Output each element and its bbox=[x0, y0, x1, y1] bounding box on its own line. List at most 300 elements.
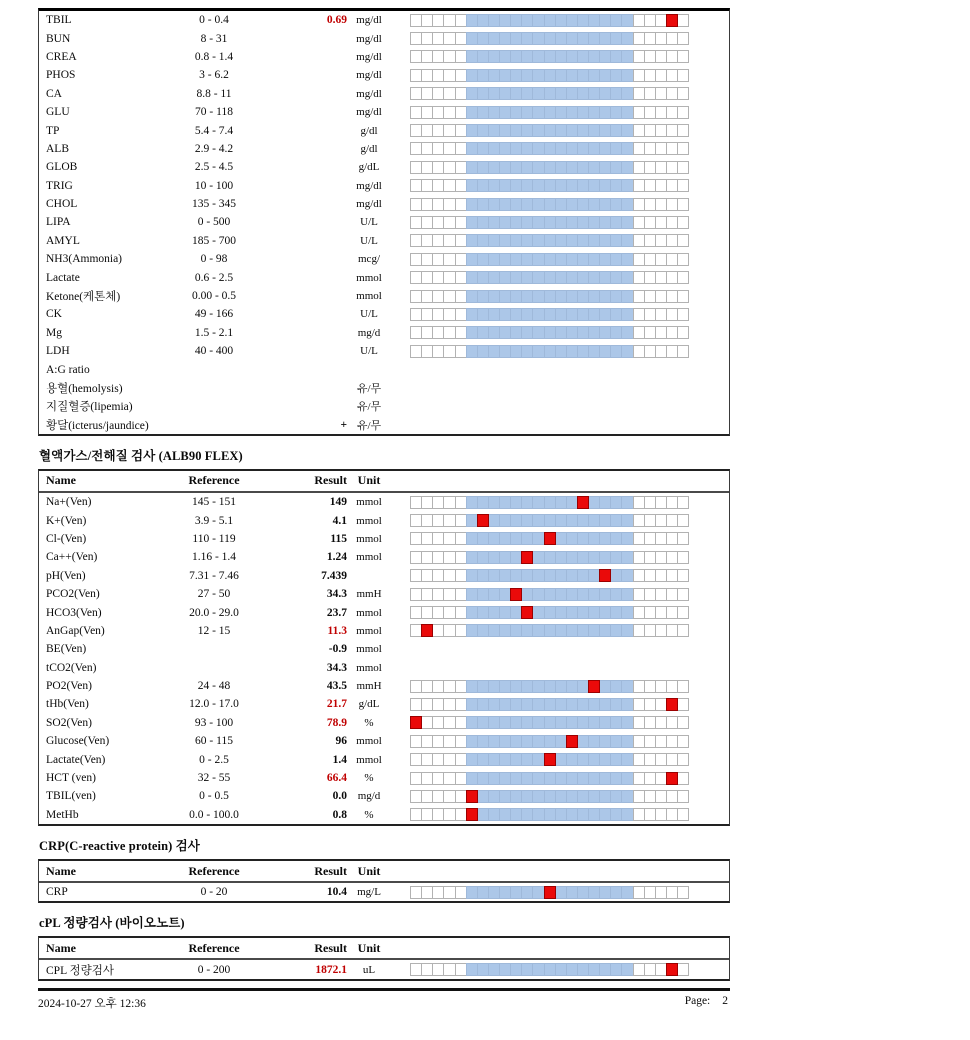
result-bar bbox=[410, 698, 689, 711]
test-name: BUN bbox=[46, 32, 71, 45]
unit-label: g/dL bbox=[358, 161, 380, 174]
header-reference: Reference bbox=[188, 940, 240, 955]
result-bar bbox=[410, 50, 689, 63]
reference-range: 0.0 - 100.0 bbox=[189, 808, 239, 821]
header-unit: Unit bbox=[357, 863, 381, 878]
test-name: LIPA bbox=[46, 216, 71, 229]
result-bar bbox=[410, 345, 689, 358]
reference-range: 2.9 - 4.2 bbox=[194, 142, 234, 155]
reference-range: 12 - 15 bbox=[197, 624, 231, 637]
bar-cell bbox=[677, 790, 689, 803]
test-name: tHb(Ven) bbox=[46, 698, 89, 711]
result-marker bbox=[510, 588, 522, 601]
bar-cell bbox=[677, 32, 689, 45]
result-bar bbox=[410, 496, 689, 509]
unit-label: U/L bbox=[360, 234, 378, 247]
test-name: CK bbox=[46, 308, 62, 321]
unit-label: mg/L bbox=[357, 886, 381, 899]
test-name: PHOS bbox=[46, 69, 76, 82]
reference-range: 70 - 118 bbox=[195, 106, 233, 119]
test-name: CREA bbox=[46, 50, 77, 63]
reference-range: 8 - 31 bbox=[200, 32, 228, 45]
bar-cell bbox=[677, 496, 689, 509]
test-name: CHOL bbox=[46, 198, 78, 211]
unit-label: g/dL bbox=[358, 698, 380, 711]
lab-report-page bbox=[38, 0, 730, 1011]
header-unit: Unit bbox=[357, 473, 381, 488]
bar-cell bbox=[677, 345, 689, 358]
test-name: K+(Ven) bbox=[46, 514, 87, 527]
unit-label: mmol bbox=[356, 496, 382, 509]
result-bar bbox=[410, 308, 689, 321]
unit-label: g/dl bbox=[360, 124, 378, 137]
unit-label: % bbox=[364, 716, 374, 729]
result-marker bbox=[666, 698, 678, 711]
unit-label: mmol bbox=[356, 643, 382, 656]
lab-row bbox=[39, 103, 729, 121]
unit-label: mmol bbox=[356, 514, 382, 527]
test-name: AMYL bbox=[46, 234, 80, 247]
result-bar bbox=[410, 963, 689, 976]
unit-label: mg/d bbox=[357, 790, 381, 803]
lab-row bbox=[39, 305, 729, 323]
reference-range: 135 - 345 bbox=[191, 198, 237, 211]
test-name: Glucose(Ven) bbox=[46, 735, 110, 748]
test-name: HCO3(Ven) bbox=[46, 606, 102, 619]
result-value: 1.24 bbox=[326, 551, 347, 564]
result-value: 34.3 bbox=[326, 588, 347, 601]
test-name: TRIG bbox=[46, 179, 73, 192]
header-reference: Reference bbox=[188, 473, 240, 488]
footer-datetime: 2024-10-27 오후 12:36 bbox=[38, 997, 146, 1010]
test-name: PO2(Ven) bbox=[46, 680, 92, 693]
unit-label: 유/무 bbox=[356, 419, 382, 432]
bar-cell bbox=[677, 308, 689, 321]
unit-label: mmol bbox=[356, 532, 382, 545]
result-marker bbox=[599, 569, 611, 582]
unit-label: mmol bbox=[356, 661, 382, 674]
lab-row bbox=[39, 66, 729, 84]
reference-range: 110 - 119 bbox=[192, 532, 236, 545]
reference-range: 0 - 0.4 bbox=[199, 14, 229, 27]
result-marker bbox=[588, 680, 600, 693]
test-name: CA bbox=[46, 87, 62, 100]
result-bar bbox=[410, 551, 689, 564]
lab-row bbox=[39, 342, 729, 360]
result-marker bbox=[566, 735, 578, 748]
result-value: 21.7 bbox=[326, 698, 347, 711]
footer-page-number: 2 bbox=[722, 994, 728, 1007]
result-bar bbox=[410, 716, 689, 729]
unit-label: mg/dl bbox=[356, 106, 382, 119]
section-title-blood-gas-electrolyte: 혈액가스/전해질 검사 (ALB90 FLEX) bbox=[39, 448, 243, 463]
lab-row bbox=[39, 787, 729, 805]
lab-row bbox=[39, 213, 729, 231]
test-name: 용혈(hemolysis) bbox=[46, 383, 123, 395]
unit-label: mmH bbox=[356, 588, 382, 601]
result-bar bbox=[410, 216, 689, 229]
test-name: MetHb bbox=[46, 808, 79, 821]
report-body bbox=[38, 8, 730, 981]
result-value: 115 bbox=[330, 532, 347, 545]
bar-cell bbox=[677, 179, 689, 192]
result-marker bbox=[521, 551, 533, 564]
lab-row bbox=[39, 85, 729, 103]
bar-cell bbox=[677, 216, 689, 229]
result-bar bbox=[410, 234, 689, 247]
result-marker bbox=[544, 753, 556, 766]
lab-row bbox=[39, 769, 729, 787]
unit-label: mg/dl bbox=[356, 50, 382, 63]
result-bar bbox=[410, 886, 689, 899]
reference-range: 185 - 700 bbox=[191, 234, 237, 247]
header-unit: Unit bbox=[357, 940, 381, 955]
reference-range: 60 - 115 bbox=[195, 735, 233, 748]
test-name: SO2(Ven) bbox=[46, 716, 92, 729]
unit-label: mmol bbox=[356, 290, 382, 303]
lab-row bbox=[39, 585, 729, 603]
lab-row bbox=[39, 48, 729, 66]
reference-range: 3.9 - 5.1 bbox=[194, 514, 234, 527]
bar-cell bbox=[677, 106, 689, 119]
lab-row bbox=[39, 195, 729, 213]
result-bar bbox=[410, 808, 689, 821]
reference-range: 24 - 48 bbox=[197, 680, 231, 693]
section-title-crp: CRP(C-reactive protein) 검사 bbox=[39, 839, 200, 854]
bar-cell bbox=[677, 716, 689, 729]
unit-label: mg/d bbox=[357, 326, 381, 339]
result-value: 11.3 bbox=[327, 624, 347, 637]
header-name: Name bbox=[46, 940, 76, 955]
result-value: 43.5 bbox=[326, 680, 347, 693]
reference-range: 1.5 - 2.1 bbox=[194, 326, 234, 339]
bar-cell bbox=[677, 124, 689, 137]
header-result: Result bbox=[314, 473, 347, 488]
result-marker bbox=[666, 14, 678, 27]
reference-range: 49 - 166 bbox=[194, 308, 234, 321]
unit-label: 유/무 bbox=[356, 383, 382, 395]
result-bar bbox=[410, 514, 689, 527]
bar-cell bbox=[677, 606, 689, 619]
result-bar bbox=[410, 624, 689, 637]
result-marker bbox=[466, 808, 478, 821]
bar-cell bbox=[677, 698, 689, 711]
result-marker bbox=[421, 624, 433, 637]
lab-row bbox=[39, 250, 729, 268]
unit-label: mg/dl bbox=[356, 87, 382, 100]
results-table-blood-gas-electrolyte bbox=[38, 469, 730, 826]
reference-range: 93 - 100 bbox=[194, 716, 234, 729]
lab-row bbox=[39, 659, 729, 677]
result-marker bbox=[577, 496, 589, 509]
lab-row bbox=[39, 732, 729, 750]
test-name: Ca++(Ven) bbox=[46, 551, 98, 564]
lab-row bbox=[39, 379, 729, 397]
lab-row bbox=[39, 622, 729, 640]
reference-range: 27 - 50 bbox=[197, 588, 231, 601]
result-value: 7.439 bbox=[321, 569, 347, 582]
result-value: 34.3 bbox=[326, 661, 347, 674]
unit-label: mmol bbox=[356, 735, 382, 748]
bar-cell bbox=[677, 198, 689, 211]
result-value: 0.69 bbox=[326, 14, 347, 27]
lab-row bbox=[39, 177, 729, 195]
result-bar bbox=[410, 198, 689, 211]
test-name: Lactate bbox=[46, 271, 80, 284]
result-value: 96 bbox=[335, 735, 347, 748]
result-value: 10.4 bbox=[326, 886, 347, 899]
reference-range: 10 - 100 bbox=[194, 179, 234, 192]
bar-cell bbox=[677, 514, 689, 527]
footer-page-label: Page: bbox=[684, 994, 711, 1007]
bar-cell bbox=[677, 161, 689, 174]
test-name: NH3(Ammonia) bbox=[46, 253, 123, 266]
lab-row bbox=[39, 750, 729, 768]
result-value: 0.0 bbox=[332, 790, 347, 803]
unit-label: % bbox=[364, 808, 374, 821]
test-name: CPL 정량검사 bbox=[46, 964, 114, 977]
bar-cell bbox=[677, 588, 689, 601]
reference-range: 0.8 - 1.4 bbox=[194, 50, 234, 63]
reference-range: 0 - 200 bbox=[197, 963, 231, 976]
unit-label: mmol bbox=[356, 753, 382, 766]
lab-row bbox=[39, 360, 729, 378]
test-name: Cl-(Ven) bbox=[46, 532, 87, 545]
result-bar bbox=[410, 142, 689, 155]
lab-row bbox=[39, 287, 729, 305]
bar-cell bbox=[677, 290, 689, 303]
header-result: Result bbox=[314, 863, 347, 878]
result-marker bbox=[666, 772, 678, 785]
lab-row bbox=[39, 548, 729, 566]
unit-label: mg/dl bbox=[356, 198, 382, 211]
unit-label: mg/dl bbox=[356, 14, 382, 27]
test-name: 황달(icterus/jaundice) bbox=[46, 419, 149, 432]
reference-range: 0.00 - 0.5 bbox=[191, 290, 237, 303]
bar-cell bbox=[677, 532, 689, 545]
lab-row bbox=[39, 140, 729, 158]
reference-range: 12.0 - 17.0 bbox=[189, 698, 239, 711]
bar-cell bbox=[677, 680, 689, 693]
lab-row bbox=[39, 493, 729, 511]
bar-cell bbox=[677, 551, 689, 564]
result-bar bbox=[410, 326, 689, 339]
result-bar bbox=[410, 271, 689, 284]
bar-cell bbox=[677, 253, 689, 266]
lab-row bbox=[39, 603, 729, 621]
reference-range: 0 - 98 bbox=[200, 253, 228, 266]
bar-cell bbox=[677, 886, 689, 899]
result-bar bbox=[410, 161, 689, 174]
unit-label: mmol bbox=[356, 551, 382, 564]
result-bar bbox=[410, 606, 689, 619]
reference-range: 20.0 - 29.0 bbox=[189, 606, 239, 619]
result-bar bbox=[410, 532, 689, 545]
lab-row bbox=[39, 883, 729, 901]
report-footer bbox=[38, 991, 730, 1011]
unit-label: U/L bbox=[360, 345, 378, 358]
result-bar bbox=[410, 680, 689, 693]
lab-row bbox=[39, 677, 729, 695]
header-name: Name bbox=[46, 473, 76, 488]
test-name: PCO2(Ven) bbox=[46, 588, 100, 601]
unit-label: U/L bbox=[360, 216, 378, 229]
unit-label: mg/dl bbox=[356, 69, 382, 82]
results-table-crp bbox=[38, 859, 730, 903]
reference-range: 40 - 400 bbox=[194, 345, 234, 358]
header-name: Name bbox=[46, 863, 76, 878]
unit-label: mmol bbox=[356, 624, 382, 637]
result-bar bbox=[410, 32, 689, 45]
test-name: Lactate(Ven) bbox=[46, 753, 106, 766]
lab-row bbox=[39, 416, 729, 434]
bar-cell bbox=[677, 735, 689, 748]
unit-label: mmol bbox=[356, 606, 382, 619]
result-value: 66.4 bbox=[326, 772, 347, 785]
bar-cell bbox=[677, 14, 689, 27]
reference-range: 0 - 0.5 bbox=[199, 790, 229, 803]
results-table-cpl bbox=[38, 936, 730, 980]
bar-cell bbox=[677, 87, 689, 100]
lab-row bbox=[39, 158, 729, 176]
reference-range: 0 - 2.5 bbox=[199, 753, 229, 766]
result-marker bbox=[521, 606, 533, 619]
result-marker bbox=[666, 963, 678, 976]
test-name: Na+(Ven) bbox=[46, 496, 92, 509]
test-name: A:G ratio bbox=[46, 363, 90, 376]
lab-row bbox=[39, 511, 729, 529]
bar-cell bbox=[677, 753, 689, 766]
lab-row bbox=[39, 567, 729, 585]
bar-cell bbox=[677, 624, 689, 637]
bar-cell bbox=[677, 271, 689, 284]
bar-cell bbox=[677, 569, 689, 582]
table-header-row bbox=[39, 861, 729, 883]
test-name: GLU bbox=[46, 106, 70, 119]
lab-row bbox=[39, 695, 729, 713]
result-bar bbox=[410, 772, 689, 785]
test-name: ALB bbox=[46, 142, 69, 155]
result-bar bbox=[410, 735, 689, 748]
results-table-chemistry-panel-continued bbox=[38, 8, 730, 436]
result-marker bbox=[544, 532, 556, 545]
test-name: Ketone(케톤체) bbox=[46, 291, 121, 304]
header-result: Result bbox=[314, 940, 347, 955]
lab-row bbox=[39, 806, 729, 824]
test-name: TBIL(ven) bbox=[46, 790, 96, 803]
lab-row bbox=[39, 714, 729, 732]
section-title-cpl: cPL 정량검사 (바이오노트) bbox=[39, 916, 185, 931]
bar-cell bbox=[677, 142, 689, 155]
result-marker bbox=[477, 514, 489, 527]
unit-label: U/L bbox=[360, 308, 378, 321]
result-value: 23.7 bbox=[326, 606, 347, 619]
unit-label: 유/무 bbox=[356, 401, 382, 414]
bar-cell bbox=[677, 963, 689, 976]
test-name: pH(Ven) bbox=[46, 569, 86, 582]
test-name: BE(Ven) bbox=[46, 643, 87, 656]
result-bar bbox=[410, 569, 689, 582]
lab-row bbox=[39, 640, 729, 658]
lab-row bbox=[39, 29, 729, 47]
result-value: 149 bbox=[329, 496, 347, 509]
test-name: HCT (ven) bbox=[46, 772, 96, 785]
result-bar bbox=[410, 253, 689, 266]
result-value: 78.9 bbox=[326, 716, 347, 729]
test-name: GLOB bbox=[46, 161, 78, 174]
reference-range: 0 - 20 bbox=[200, 886, 228, 899]
result-bar bbox=[410, 124, 689, 137]
result-value: 4.1 bbox=[332, 514, 347, 527]
test-name: LDH bbox=[46, 345, 70, 358]
result-bar bbox=[410, 14, 689, 27]
unit-label: mg/dl bbox=[356, 32, 382, 45]
result-bar bbox=[410, 179, 689, 192]
lab-row bbox=[39, 11, 729, 29]
reference-range: 3 - 6.2 bbox=[199, 69, 229, 82]
bar-cell bbox=[677, 50, 689, 63]
reference-range: 32 - 55 bbox=[197, 772, 231, 785]
unit-label: mg/dl bbox=[356, 179, 382, 192]
result-value: 1.4 bbox=[332, 753, 347, 766]
result-marker bbox=[466, 790, 478, 803]
reference-range: 145 - 151 bbox=[191, 496, 237, 509]
reference-range: 0 - 500 bbox=[197, 216, 231, 229]
test-name: Mg bbox=[46, 326, 62, 339]
unit-label: g/dl bbox=[360, 142, 378, 155]
result-value: 1872.1 bbox=[315, 963, 347, 976]
result-bar bbox=[410, 588, 689, 601]
lab-row bbox=[39, 232, 729, 250]
table-header-row bbox=[39, 938, 729, 960]
bar-cell bbox=[677, 772, 689, 785]
unit-label: uL bbox=[362, 963, 376, 976]
result-value: -0.9 bbox=[328, 643, 347, 656]
test-name: 지질혈증(lipemia) bbox=[46, 401, 133, 414]
test-name: CRP bbox=[46, 886, 68, 899]
bar-cell bbox=[677, 234, 689, 247]
result-bar bbox=[410, 87, 689, 100]
reference-range: 1.16 - 1.4 bbox=[191, 551, 237, 564]
result-bar bbox=[410, 290, 689, 303]
lab-row bbox=[39, 268, 729, 286]
header-reference: Reference bbox=[188, 863, 240, 878]
test-name: TP bbox=[46, 124, 60, 137]
result-marker bbox=[544, 886, 556, 899]
unit-label: mcg/ bbox=[358, 253, 380, 266]
result-marker bbox=[410, 716, 422, 729]
bar-cell bbox=[677, 808, 689, 821]
table-header-row bbox=[39, 471, 729, 493]
result-bar bbox=[410, 753, 689, 766]
reference-range: 8.8 - 11 bbox=[196, 87, 232, 100]
footer-page bbox=[685, 995, 730, 1011]
result-value: + bbox=[340, 418, 347, 431]
unit-label: mmH bbox=[356, 680, 382, 693]
lab-row bbox=[39, 121, 729, 139]
bar-cell bbox=[677, 326, 689, 339]
result-bar bbox=[410, 69, 689, 82]
test-name: AnGap(Ven) bbox=[46, 624, 105, 637]
reference-range: 7.31 - 7.46 bbox=[189, 569, 239, 582]
reference-range: 5.4 - 7.4 bbox=[194, 124, 234, 137]
unit-label: mmol bbox=[356, 271, 382, 284]
lab-row bbox=[39, 960, 729, 978]
lab-row bbox=[39, 530, 729, 548]
reference-range: 0.6 - 2.5 bbox=[194, 271, 234, 284]
result-bar bbox=[410, 790, 689, 803]
result-value: 0.8 bbox=[332, 808, 347, 821]
